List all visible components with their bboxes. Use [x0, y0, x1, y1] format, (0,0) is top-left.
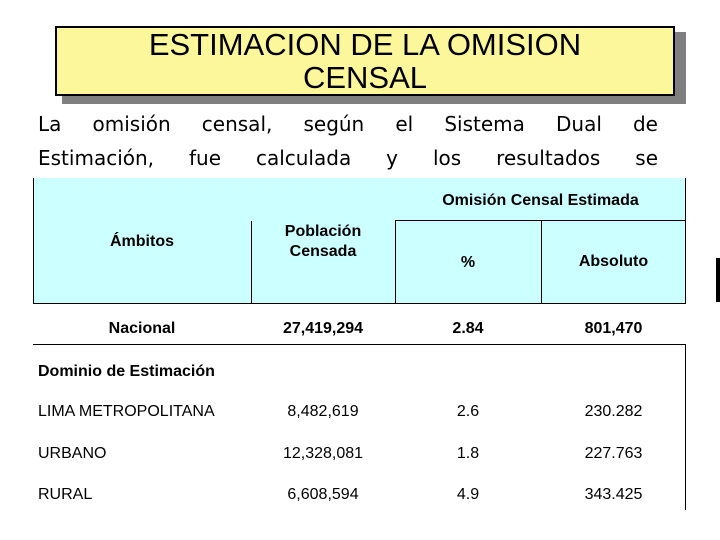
national-absoluto: 801,470 — [584, 320, 643, 337]
table-section-line — [33, 344, 686, 345]
title-line-1: ESTIMACION DE LA OMISION — [148, 27, 582, 62]
slide-title — [55, 26, 675, 96]
header-poblacion-line-1: Población — [284, 223, 362, 240]
table-header-divider — [395, 220, 686, 221]
intro-text-line-2: Estimación, fue calculada y los resultados se — [38, 146, 658, 170]
row-label: URBANO — [38, 445, 107, 462]
row-poblacion: 12,328,081 — [282, 445, 364, 462]
national-percent: 2.84 — [452, 320, 484, 337]
row-label: LIMA METROPOLITANA — [38, 403, 215, 420]
header-omision-group: Omisión Censal Estimada — [442, 192, 639, 209]
row-poblacion: 8,482,619 — [287, 403, 359, 420]
table-header-bottom — [33, 303, 686, 304]
row-poblacion: 6,608,594 — [287, 486, 359, 503]
row-percent: 2.6 — [456, 403, 480, 420]
national-poblacion: 27,419,294 — [282, 320, 364, 337]
row-absoluto: 230.282 — [584, 403, 643, 420]
intro-text-line-1: La omisión censal, según el Sistema Dual de — [38, 112, 658, 136]
row-absoluto: 227.763 — [584, 445, 643, 462]
national-label: Nacional — [108, 320, 176, 337]
edge-marker — [716, 258, 720, 302]
title-line-2: CENSAL — [302, 60, 428, 95]
header-poblacion-line-2: Censada — [289, 243, 357, 260]
section-label-dominio: Dominio de Estimación — [38, 363, 215, 380]
row-percent: 1.8 — [456, 445, 480, 462]
header-percent: % — [460, 254, 476, 271]
row-absoluto: 343.425 — [584, 486, 643, 503]
header-absoluto: Absoluto — [578, 253, 649, 270]
row-percent: 4.9 — [456, 486, 480, 503]
header-ambitos: Ámbitos — [110, 233, 174, 250]
row-label: RURAL — [38, 486, 93, 503]
